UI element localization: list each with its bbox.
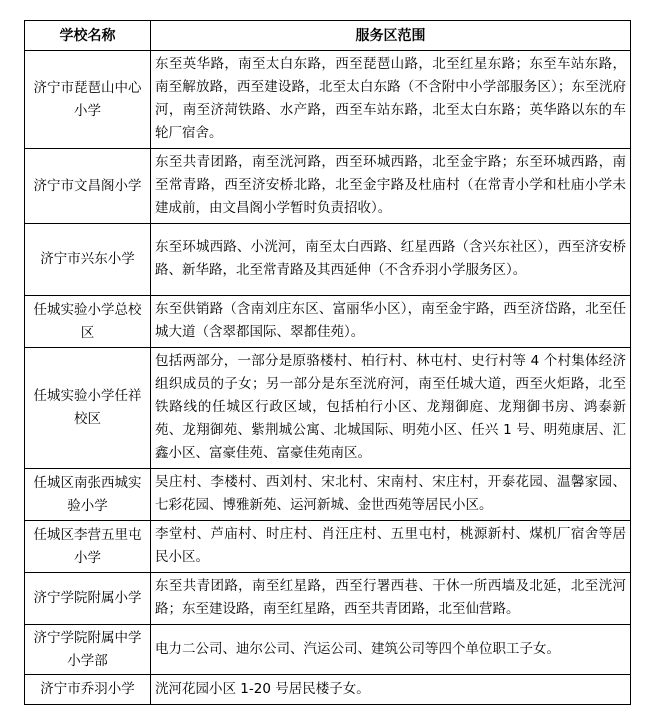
service-area-table <box>24 20 631 705</box>
service-area-cell: 东至共青团路，南至洸河路，西至环城西路，北至金宇路；东至环城西路，南至常青路，西至济安桥北路，北至金宇路及杜庙村（在常青小学和杜庙小学未建成前，由文昌阁小学暂时负责招收）。 <box>151 149 631 224</box>
table-row <box>25 348 631 469</box>
school-name-cell: 任城区南张西城实验小学 <box>25 469 151 521</box>
table-header-row <box>25 21 631 51</box>
school-name-cell: 济宁市乔羽小学 <box>25 675 151 705</box>
school-name-cell: 任城实验小学总校区 <box>25 296 151 348</box>
service-area-cell: 东至供销路（含南刘庄东区、富丽华小区），南至金宇路，西至济岱路，北至任城大道（含翠都国际、翠都佳苑）。 <box>151 296 631 348</box>
service-area-cell: 吴庄村、李楼村、西刘村、宋北村、宋南村、宋庄村，开泰花园、温馨家园、七彩花园、博雅新苑、运河新城、金世西苑等居民小区。 <box>151 469 631 521</box>
service-area-cell: 包括两部分，一部分是原骆楼村、柏行村、林屯村、史行村等 4 个村集体经济组织成员的子女；另一部分是东至洸府河，南至任城大道，西至火炬路，北至铁路线的任城区行政区域，包括柏行小区、龙翔御庭、龙翔御书房、鸿泰新苑、龙翔御苑、紫荆城公寓、北城国际、明苑小区、任兴 1 号、明苑康居、汇鑫小区、富豪佳苑、富豪佳苑南区。 <box>151 348 631 469</box>
service-area-cell: 东至共青团路，南至红星路，西至行署西巷、干休一所西墙及北延，北至洸河路；东至建设路，南至红星路，西至共青团路，北至仙营路。 <box>151 573 631 625</box>
table-row <box>25 296 631 348</box>
table-row <box>25 521 631 573</box>
school-name-cell: 任城实验小学任祥校区 <box>25 348 151 469</box>
service-area-cell: 李堂村、芦庙村、时庄村、肖汪庄村、五里屯村，桃源新村、煤机厂宿舍等居民小区。 <box>151 521 631 573</box>
table-row <box>25 675 631 705</box>
school-name-cell: 济宁学院附属小学 <box>25 573 151 625</box>
school-name-cell: 济宁市兴东小学 <box>25 224 151 296</box>
school-name-cell: 济宁市琵琶山中心小学 <box>25 51 151 149</box>
school-name-cell: 任城区李营五里屯小学 <box>25 521 151 573</box>
school-name-cell: 济宁市文昌阁小学 <box>25 149 151 224</box>
table-row <box>25 469 631 521</box>
header-school-name: 学校名称 <box>25 21 151 51</box>
service-area-table-container <box>24 20 630 705</box>
header-service-area: 服务区范围 <box>151 21 631 51</box>
table-row <box>25 625 631 675</box>
table-row <box>25 51 631 149</box>
service-area-cell: 洸河花园小区 1-20 号居民楼子女。 <box>151 675 631 705</box>
table-row <box>25 224 631 296</box>
table-row <box>25 573 631 625</box>
service-area-cell: 东至英华路，南至太白东路，西至琵琶山路，北至红星东路；东至车站东路，南至解放路，西至建设路，北至太白东路（不含附中小学部服务区）；东至洸府河，南至济菏铁路、水产路，西至车站东路，北至太白东路；英华路以东的车轮厂宿舍。 <box>151 51 631 149</box>
service-area-cell: 东至环城西路、小洸河，南至太白西路、红星西路（含兴东社区），西至济安桥路、新华路，北至常青路及其西延伸（不含乔羽小学服务区）。 <box>151 224 631 296</box>
table-row <box>25 149 631 224</box>
school-name-cell: 济宁学院附属中学小学部 <box>25 625 151 675</box>
service-area-cell: 电力二公司、迪尔公司、汽运公司、建筑公司等四个单位职工子女。 <box>151 625 631 675</box>
